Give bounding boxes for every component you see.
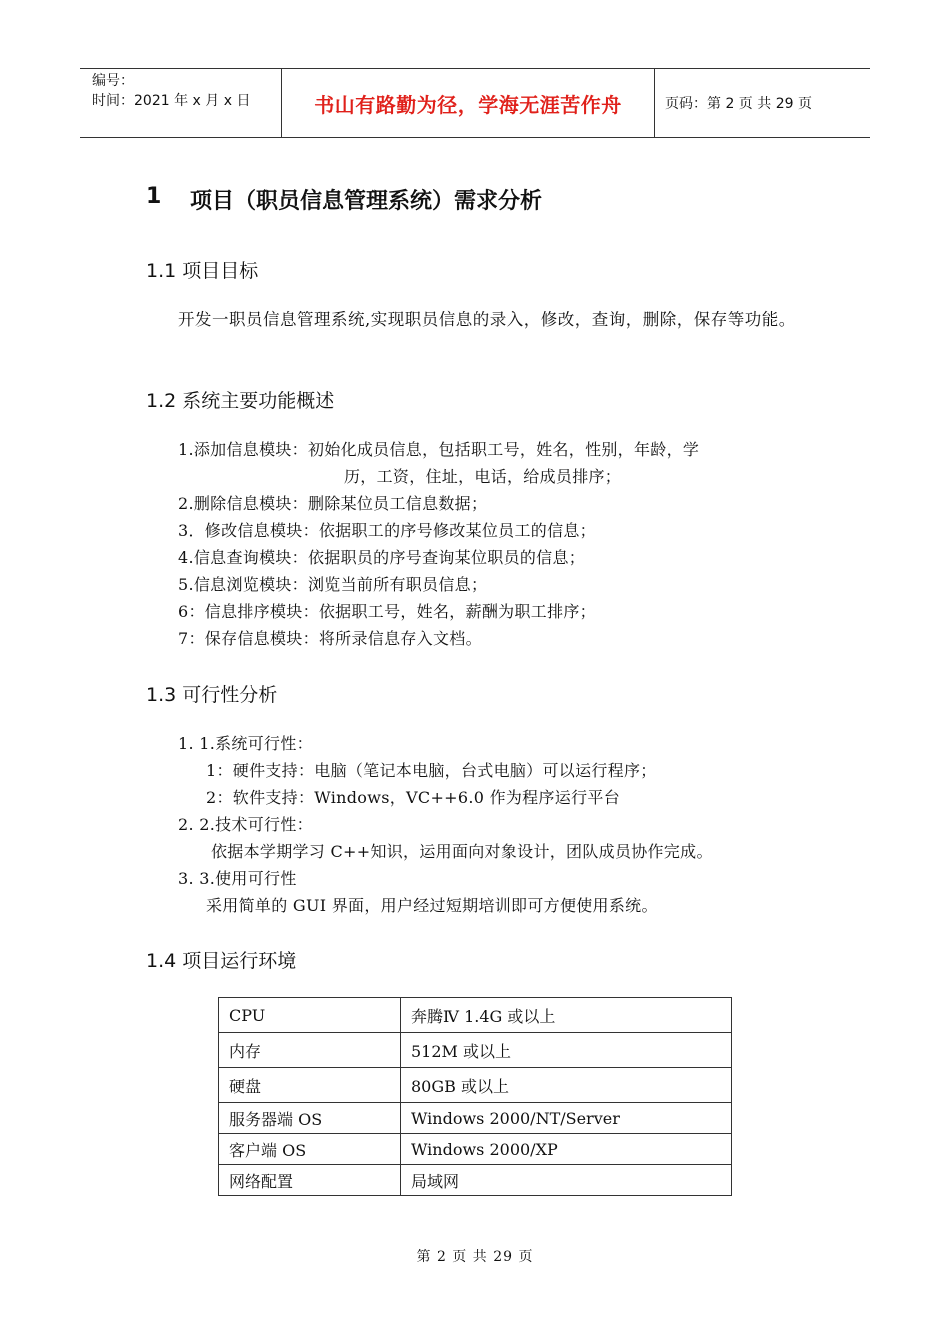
feasibility-item: 1. 1.系统可行性： bbox=[178, 734, 313, 753]
section-1-heading bbox=[146, 184, 542, 215]
env-value: 512M 或以上 bbox=[401, 1033, 732, 1068]
function-item: 5.信息浏览模块：浏览当前所有职员信息； bbox=[178, 575, 488, 594]
env-value: 80GB 或以上 bbox=[401, 1068, 732, 1103]
env-value: 奔腾Ⅳ 1.4G 或以上 bbox=[401, 998, 732, 1033]
table-row bbox=[219, 1165, 732, 1196]
function-item: 4.信息查询模块：依据职员的序号查询某位职员的信息； bbox=[178, 548, 586, 567]
feasibility-detail: 1：硬件支持：电脑（笔记本电脑，台式电脑）可以运行程序； bbox=[206, 761, 657, 780]
env-key: 网络配置 bbox=[219, 1165, 401, 1196]
table-row bbox=[219, 1033, 732, 1068]
header-motto: 书山有路勤为径，学海无涯苦作舟 bbox=[282, 69, 655, 137]
section-1-title: 项目（职员信息管理系统）需求分析 bbox=[190, 189, 543, 214]
section-1-2-heading: 1.2 系统主要功能概述 bbox=[146, 390, 335, 412]
page-header bbox=[80, 68, 870, 138]
env-value: 局域网 bbox=[401, 1165, 732, 1196]
section-1-1-text: 开发一职员信息管理系统,实现职员信息的录入，修改，查询，删除，保存等功能。 bbox=[178, 310, 796, 329]
env-key: 内存 bbox=[219, 1033, 401, 1068]
env-key: 硬盘 bbox=[219, 1068, 401, 1103]
function-item: 7：保存信息模块：将所录信息存入文档。 bbox=[178, 629, 482, 648]
doc-number-label: 编号： bbox=[92, 73, 134, 89]
table-row bbox=[219, 998, 732, 1033]
header-meta bbox=[80, 69, 282, 137]
env-key: 客户端 OS bbox=[219, 1134, 401, 1165]
feasibility-item: 3. 3.使用可行性 bbox=[178, 869, 297, 888]
feasibility-detail: 依据本学期学习 C++知识，运用面向对象设计，团队成员协作完成。 bbox=[211, 842, 713, 861]
function-item: 2.删除信息模块：删除某位员工信息数据； bbox=[178, 494, 488, 513]
doc-time-label: 时间：2021 年 x 月 x 日 bbox=[92, 93, 251, 109]
section-1-1-heading: 1.1 项目目标 bbox=[146, 260, 259, 282]
function-item: 6：信息排序模块：依据职工号，姓名，薪酬为职工排序； bbox=[178, 602, 596, 621]
function-item-continued: 历，工资，住址，电话，给成员排序； bbox=[344, 467, 622, 486]
environment-table bbox=[218, 997, 732, 1196]
table-row bbox=[219, 1103, 732, 1134]
section-1-3-heading: 1.3 可行性分析 bbox=[146, 684, 278, 706]
feasibility-detail: 2：软件支持：Windows，VC++6.0 作为程序运行平台 bbox=[206, 788, 620, 807]
env-key: 服务器端 OS bbox=[219, 1103, 401, 1134]
feasibility-item: 2. 2.技术可行性： bbox=[178, 815, 313, 834]
section-1-4-heading: 1.4 项目运行环境 bbox=[146, 950, 297, 972]
feasibility-detail: 采用简单的 GUI 界面，用户经过短期培训即可方便使用系统。 bbox=[206, 896, 658, 915]
table-row bbox=[219, 1134, 732, 1165]
env-key: CPU bbox=[219, 998, 401, 1033]
page-footer: 第 2 页 共 29 页 bbox=[416, 1249, 534, 1265]
env-value: Windows 2000/NT/Server bbox=[401, 1103, 732, 1134]
table-row bbox=[219, 1068, 732, 1103]
header-page-label: 页码：第 2 页 共 29 页 bbox=[665, 96, 812, 112]
section-1-number: 1 bbox=[146, 184, 162, 209]
env-value: Windows 2000/XP bbox=[401, 1134, 732, 1165]
function-item: 3．修改信息模块：依据职工的序号修改某位员工的信息； bbox=[178, 521, 596, 540]
function-item: 1.添加信息模块：初始化成员信息，包括职工号，姓名，性别，年龄，学 bbox=[178, 440, 700, 459]
